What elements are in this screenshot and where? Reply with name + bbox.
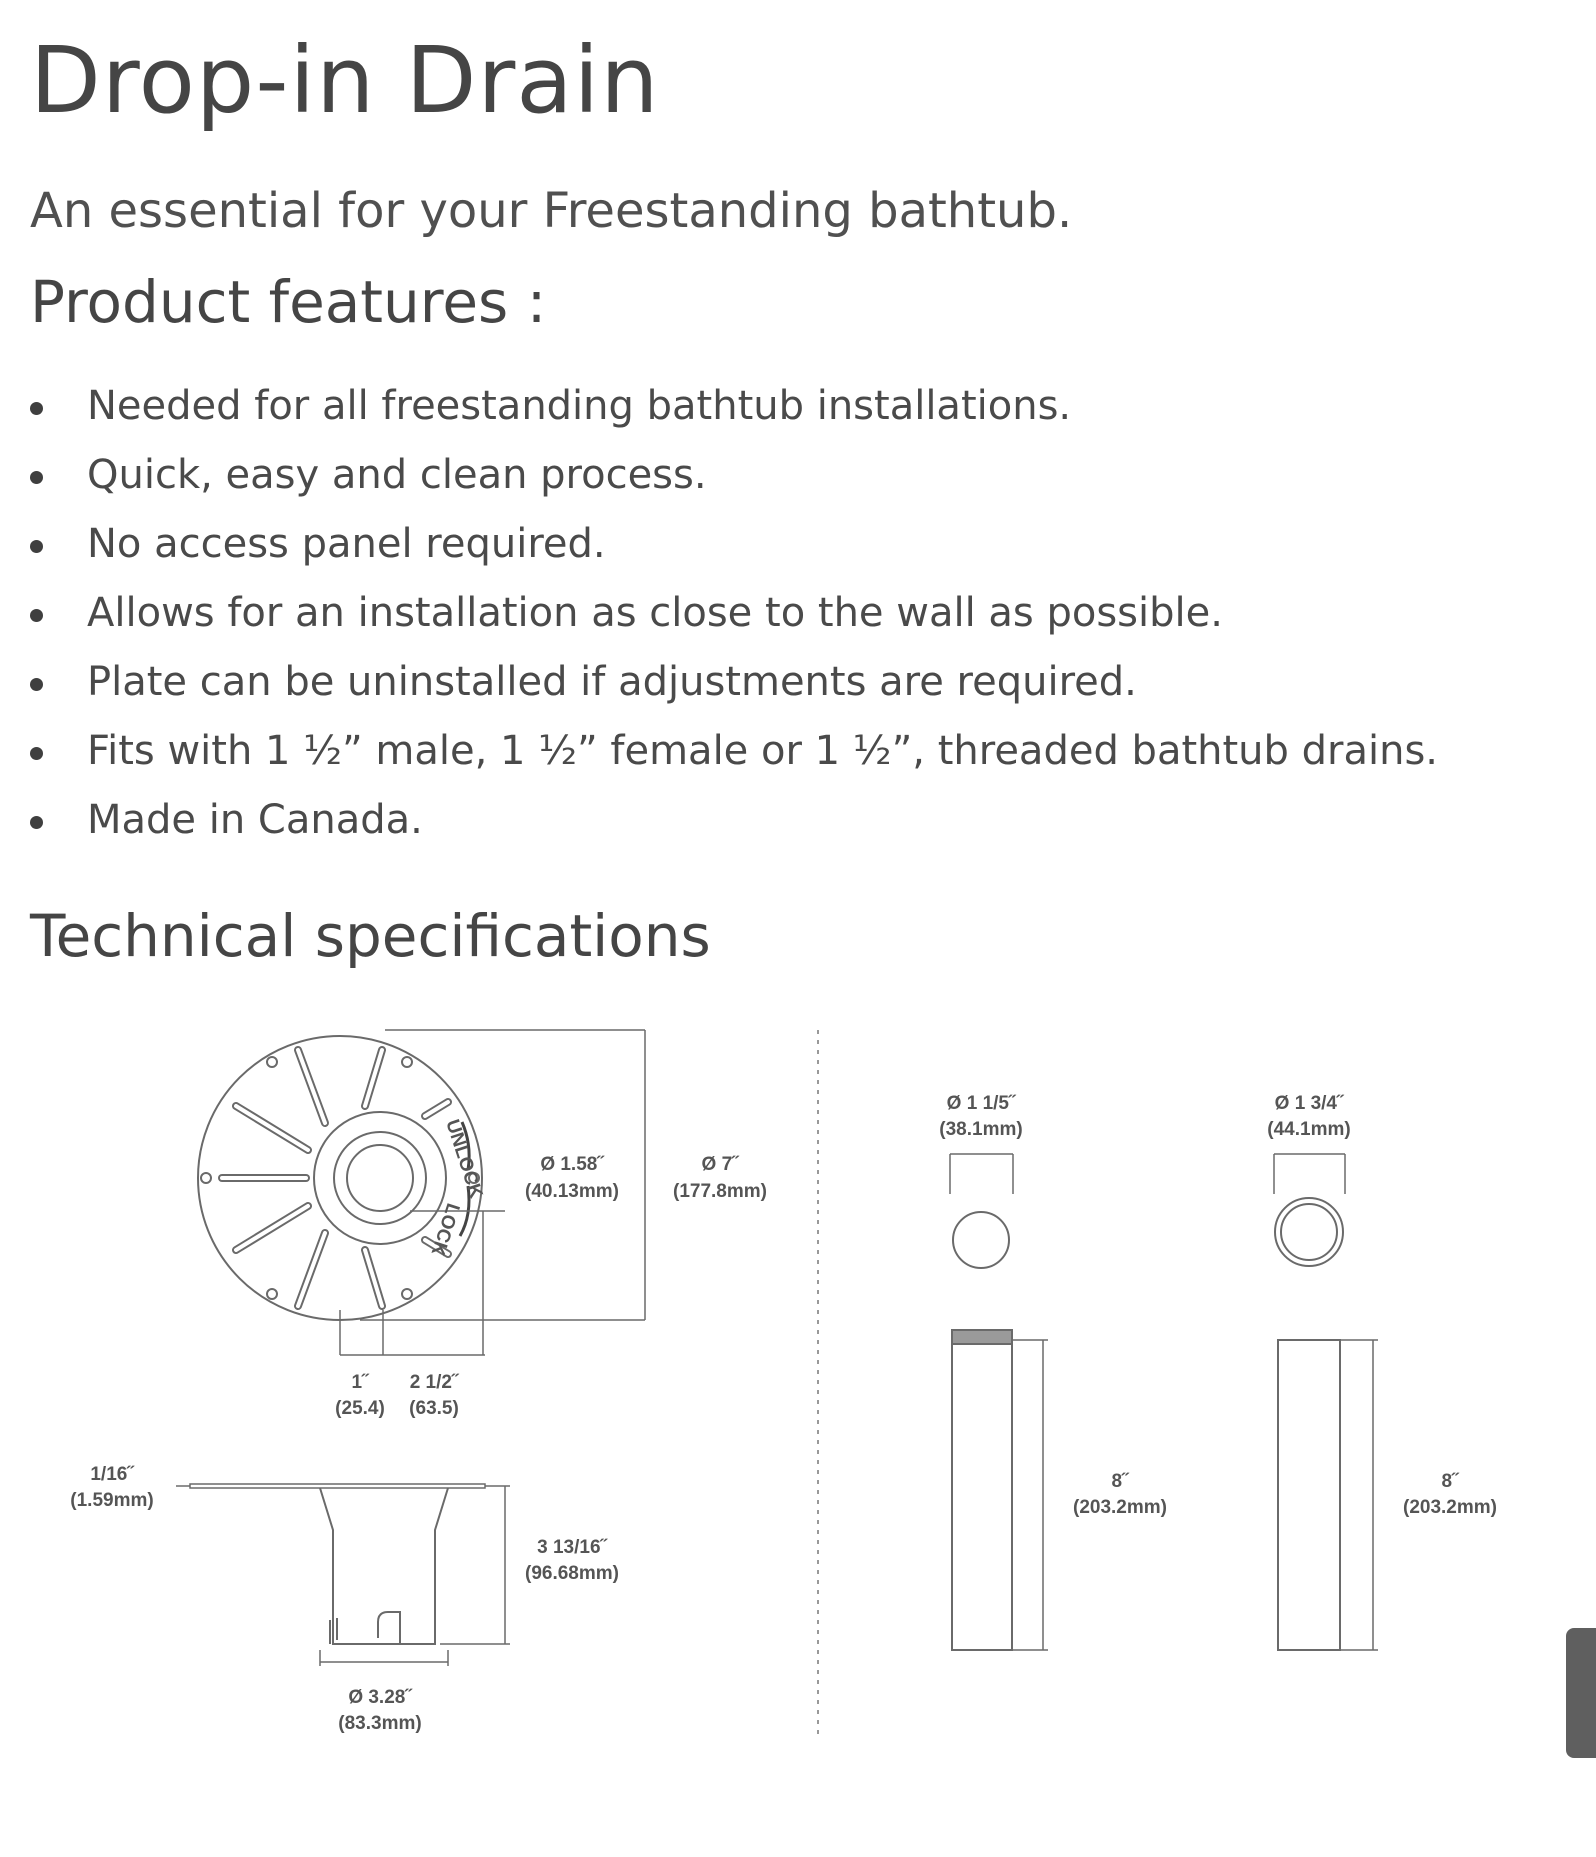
drain-body-side-view: [176, 1484, 510, 1666]
outer-dia-mm: (177.8mm): [673, 1181, 767, 1202]
feature-item: [30, 648, 1438, 717]
body-dia-in: Ø 3.28˝: [348, 1687, 412, 1708]
features-heading: Product features :: [30, 268, 547, 336]
lock-label: LOCK: [426, 1200, 464, 1259]
unlock-label: UNLOCK: [441, 1117, 487, 1201]
feature-item: [30, 786, 1438, 855]
pipe-b-len-in: 8˝: [1441, 1471, 1459, 1492]
page-title: Drop-in Drain: [30, 27, 660, 134]
feature-text: Needed for all freestanding bathtub installations.: [87, 383, 1072, 429]
offset-2-in: 2 1/2˝: [409, 1372, 459, 1393]
pipe-a-dia-mm: (38.1mm): [939, 1119, 1023, 1140]
outer-dia-in: Ø 7˝: [701, 1154, 739, 1175]
pipe-b-len-mm: (203.2mm): [1403, 1497, 1497, 1518]
offset-1-mm: (25.4): [335, 1398, 385, 1419]
feature-text: Allows for an installation as close to the wall as possible.: [87, 590, 1223, 636]
pipe-a-dia-in: Ø 1 1/5˝: [946, 1093, 1016, 1114]
pipe-b-dia-in: Ø 1 3/4˝: [1274, 1093, 1344, 1114]
feature-text: Fits with 1 ½” male, 1 ½” female or 1 ½”, threaded bathtub drains.: [87, 728, 1438, 774]
offset-1-in: 1˝: [351, 1372, 369, 1393]
bullet-icon: [30, 816, 43, 829]
scrollbar-thumb[interactable]: [1566, 1628, 1596, 1758]
features-list: [30, 372, 1438, 855]
feature-item: [30, 441, 1438, 510]
feature-item: [30, 717, 1438, 786]
plate-thickness-in: 1/16˝: [90, 1464, 134, 1485]
pipe-a-drawing: [950, 1154, 1048, 1650]
pipe-b-drawing: [1274, 1154, 1378, 1650]
bullet-icon: [30, 747, 43, 760]
bullet-icon: [30, 540, 43, 553]
technical-drawing: [0, 1010, 1596, 1770]
feature-item: [30, 510, 1438, 579]
pipe-a-len-in: 8˝: [1111, 1471, 1129, 1492]
bullet-icon: [30, 609, 43, 622]
bullet-icon: [30, 678, 43, 691]
body-dia-mm: (83.3mm): [338, 1713, 422, 1734]
body-height-in: 3 13/16˝: [537, 1537, 607, 1558]
pipe-a-len-mm: (203.2mm): [1073, 1497, 1167, 1518]
pipe-b-dia-mm: (44.1mm): [1267, 1119, 1351, 1140]
body-height-mm: (96.68mm): [525, 1563, 619, 1584]
feature-text: Made in Canada.: [87, 797, 423, 843]
page-subtitle: An essential for your Freestanding bathtub.: [30, 183, 1073, 239]
feature-text: No access panel required.: [87, 521, 606, 567]
feature-item: [30, 372, 1438, 441]
inner-dia-in: Ø 1.58˝: [540, 1154, 604, 1175]
feature-text: Plate can be uninstalled if adjustments are required.: [87, 659, 1137, 705]
offset-2-mm: (63.5): [409, 1398, 459, 1419]
bullet-icon: [30, 471, 43, 484]
inner-dia-mm: (40.13mm): [525, 1181, 619, 1202]
feature-item: [30, 579, 1438, 648]
bullet-icon: [30, 402, 43, 415]
tech-specs-heading: Technical specifications: [30, 902, 711, 970]
plate-thickness-mm: (1.59mm): [70, 1490, 154, 1511]
feature-text: Quick, easy and clean process.: [87, 452, 707, 498]
